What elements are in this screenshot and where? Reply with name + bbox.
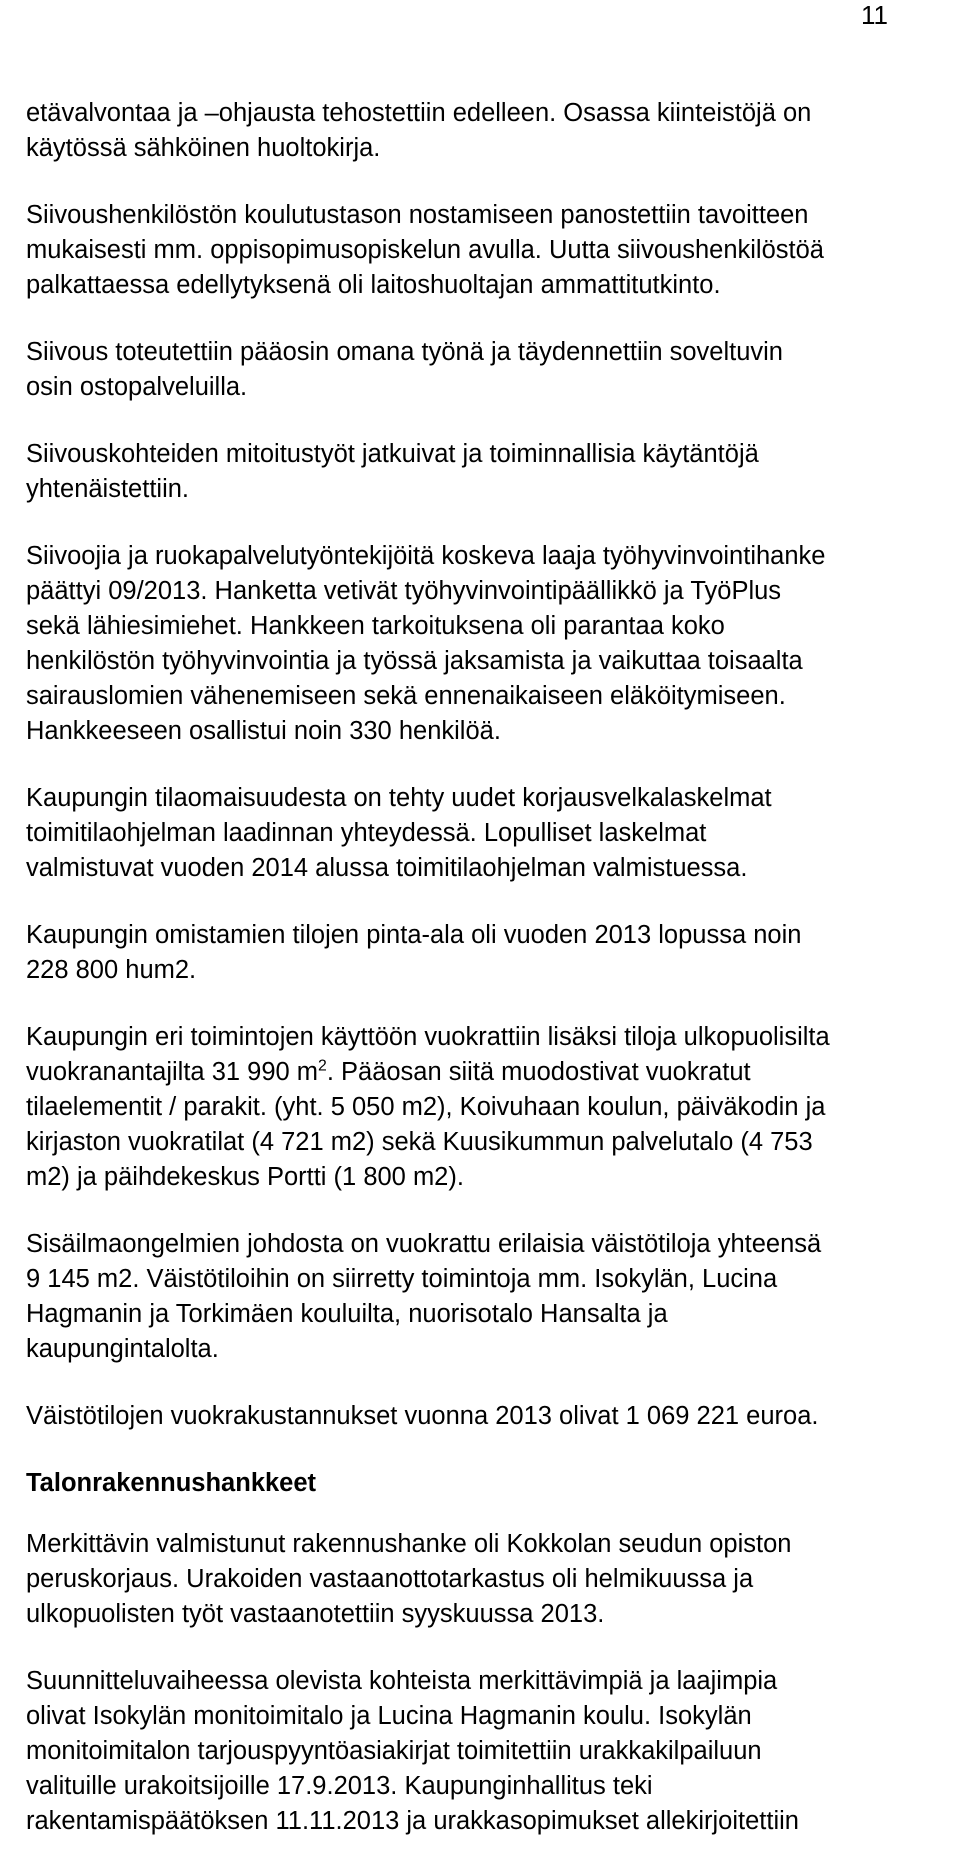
paragraph-line: toimitilaohjelman laadinnan yhteydessä. Lopulliset laskelmat xyxy=(26,819,707,847)
paragraph-line: ulkopuolisten työt vastaanotettiin syyskuussa 2013. xyxy=(26,1600,605,1628)
paragraph-line: osin ostopalveluilla. xyxy=(26,373,248,401)
paragraph-line: m2) ja päihdekeskus Portti (1 800 m2). xyxy=(26,1163,464,1191)
paragraph-line: kirjaston vuokratilat (4 721 m2) sekä Kuusikummun palvelutalo (4 753 xyxy=(26,1128,813,1156)
paragraph-line: etävalvontaa ja –ohjausta tehostettiin edelleen. Osassa kiinteistöjä on xyxy=(26,99,812,127)
paragraph xyxy=(26,539,946,749)
paragraph-line: Siivoushenkilöstön koulutustason nostamiseen panostettiin tavoitteen xyxy=(26,201,809,229)
paragraph xyxy=(26,1399,946,1434)
paragraph xyxy=(26,1527,946,1632)
page-number: 11 xyxy=(861,0,888,30)
paragraph-line: Merkittävin valmistunut rakennushanke oli Kokkolan seudun opiston xyxy=(26,1530,792,1558)
paragraph-line: Kaupungin omistamien tilojen pinta-ala oli vuoden 2013 lopussa noin xyxy=(26,921,802,949)
paragraph-line: päättyi 09/2013. Hanketta vetivät työhyvinvointipäällikkö ja TyöPlus xyxy=(26,577,782,605)
paragraph-vuokratilat xyxy=(26,1020,946,1195)
paragraph-line: Sisäilmaongelmien johdosta on vuokrattu erilaisia väistötiloja yhteensä xyxy=(26,1230,822,1258)
paragraph-line: mukaisesti mm. oppisopimusopiskelun avulla. Uutta siivoushenkilöstöä xyxy=(26,236,824,264)
paragraph-line: sekä lähiesimiehet. Hankkeen tarkoituksena oli parantaa koko xyxy=(26,612,725,640)
paragraph-line: Siivouskohteiden mitoitustyöt jatkuivat ja toiminnallisia käytäntöjä xyxy=(26,440,759,468)
paragraph-line: tilaelementit / parakit. (yht. 5 050 m2), Koivuhaan koulun, päiväkodin ja xyxy=(26,1093,826,1121)
paragraph xyxy=(26,918,946,988)
paragraph xyxy=(26,198,946,303)
paragraph xyxy=(26,1664,946,1839)
paragraph-line: valituille urakoitsijoille 17.9.2013. Kaupunginhallitus teki xyxy=(26,1772,653,1800)
paragraph-line: 228 800 hum2. xyxy=(26,956,197,984)
paragraph-line: Siivous toteutettiin pääosin omana työnä ja täydennettiin soveltuvin xyxy=(26,338,783,366)
paragraph-line: Hagmanin ja Torkimäen kouluilta, nuorisotalo Hansalta ja xyxy=(26,1300,668,1328)
paragraph-line: valmistuvat vuoden 2014 alussa toimitilaohjelman valmistuessa. xyxy=(26,854,748,882)
section-heading: Talonrakennushankkeet xyxy=(26,1469,317,1497)
paragraph-line: 9 145 m2. Väistötiloihin on siirretty toimintoja mm. Isokylän, Lucina xyxy=(26,1265,778,1293)
paragraph-line: . Pääosan siitä muodostivat vuokratut xyxy=(326,1058,751,1086)
paragraph-line: monitoimitalon tarjouspyyntöasiakirjat toimitettiin urakkakilpailuun xyxy=(26,1737,762,1765)
paragraph-line: vuokranantajilta 31 990 m xyxy=(26,1058,319,1086)
paragraph-line: käytössä sähköinen huoltokirja. xyxy=(26,134,381,162)
paragraph-line: olivat Isokylän monitoimitalo ja Lucina Hagmanin koulu. Isokylän xyxy=(26,1702,752,1730)
paragraph-line: sairauslomien vähenemiseen sekä ennenaikaiseen eläköitymiseen. xyxy=(26,682,786,710)
paragraph-line: Kaupungin tilaomaisuudesta on tehty uudet korjausvelkalaskelmat xyxy=(26,784,772,812)
paragraph-line: henkilöstön työhyvinvointia ja työssä jaksamista ja vaikuttaa toisaalta xyxy=(26,647,803,675)
paragraph xyxy=(26,335,946,405)
paragraph-line: kaupungintalolta. xyxy=(26,1335,219,1363)
paragraph-line: Kaupungin eri toimintojen käyttöön vuokrattiin lisäksi tiloja ulkopuolisilta xyxy=(26,1023,830,1051)
paragraph xyxy=(26,437,946,507)
paragraph-line: Väistötilojen vuokrakustannukset vuonna 2013 olivat 1 069 221 euroa. xyxy=(26,1402,819,1430)
paragraph-line: Hankkeeseen osallistui noin 330 henkilöä. xyxy=(26,717,501,745)
paragraph-line: yhtenäistettiin. xyxy=(26,475,190,503)
superscript: 2 xyxy=(318,1057,327,1075)
document-body xyxy=(26,96,946,1871)
paragraph-line: Siivoojia ja ruokapalvelutyöntekijöitä koskeva laaja työhyvinvointihanke xyxy=(26,542,826,570)
paragraph xyxy=(26,781,946,886)
paragraph-line: palkattaessa edellytyksenä oli laitoshuoltajan ammattitutkinto. xyxy=(26,271,721,299)
paragraph xyxy=(26,1227,946,1367)
paragraph-line: peruskorjaus. Urakoiden vastaanottotarkastus oli helmikuussa ja xyxy=(26,1565,754,1593)
paragraph-line: rakentamispäätöksen 11.11.2013 ja urakkasopimukset allekirjoitettiin xyxy=(26,1807,799,1835)
paragraph-line: Suunnitteluvaiheessa olevista kohteista merkittävimpiä ja laajimpia xyxy=(26,1667,778,1695)
paragraph xyxy=(26,96,946,166)
